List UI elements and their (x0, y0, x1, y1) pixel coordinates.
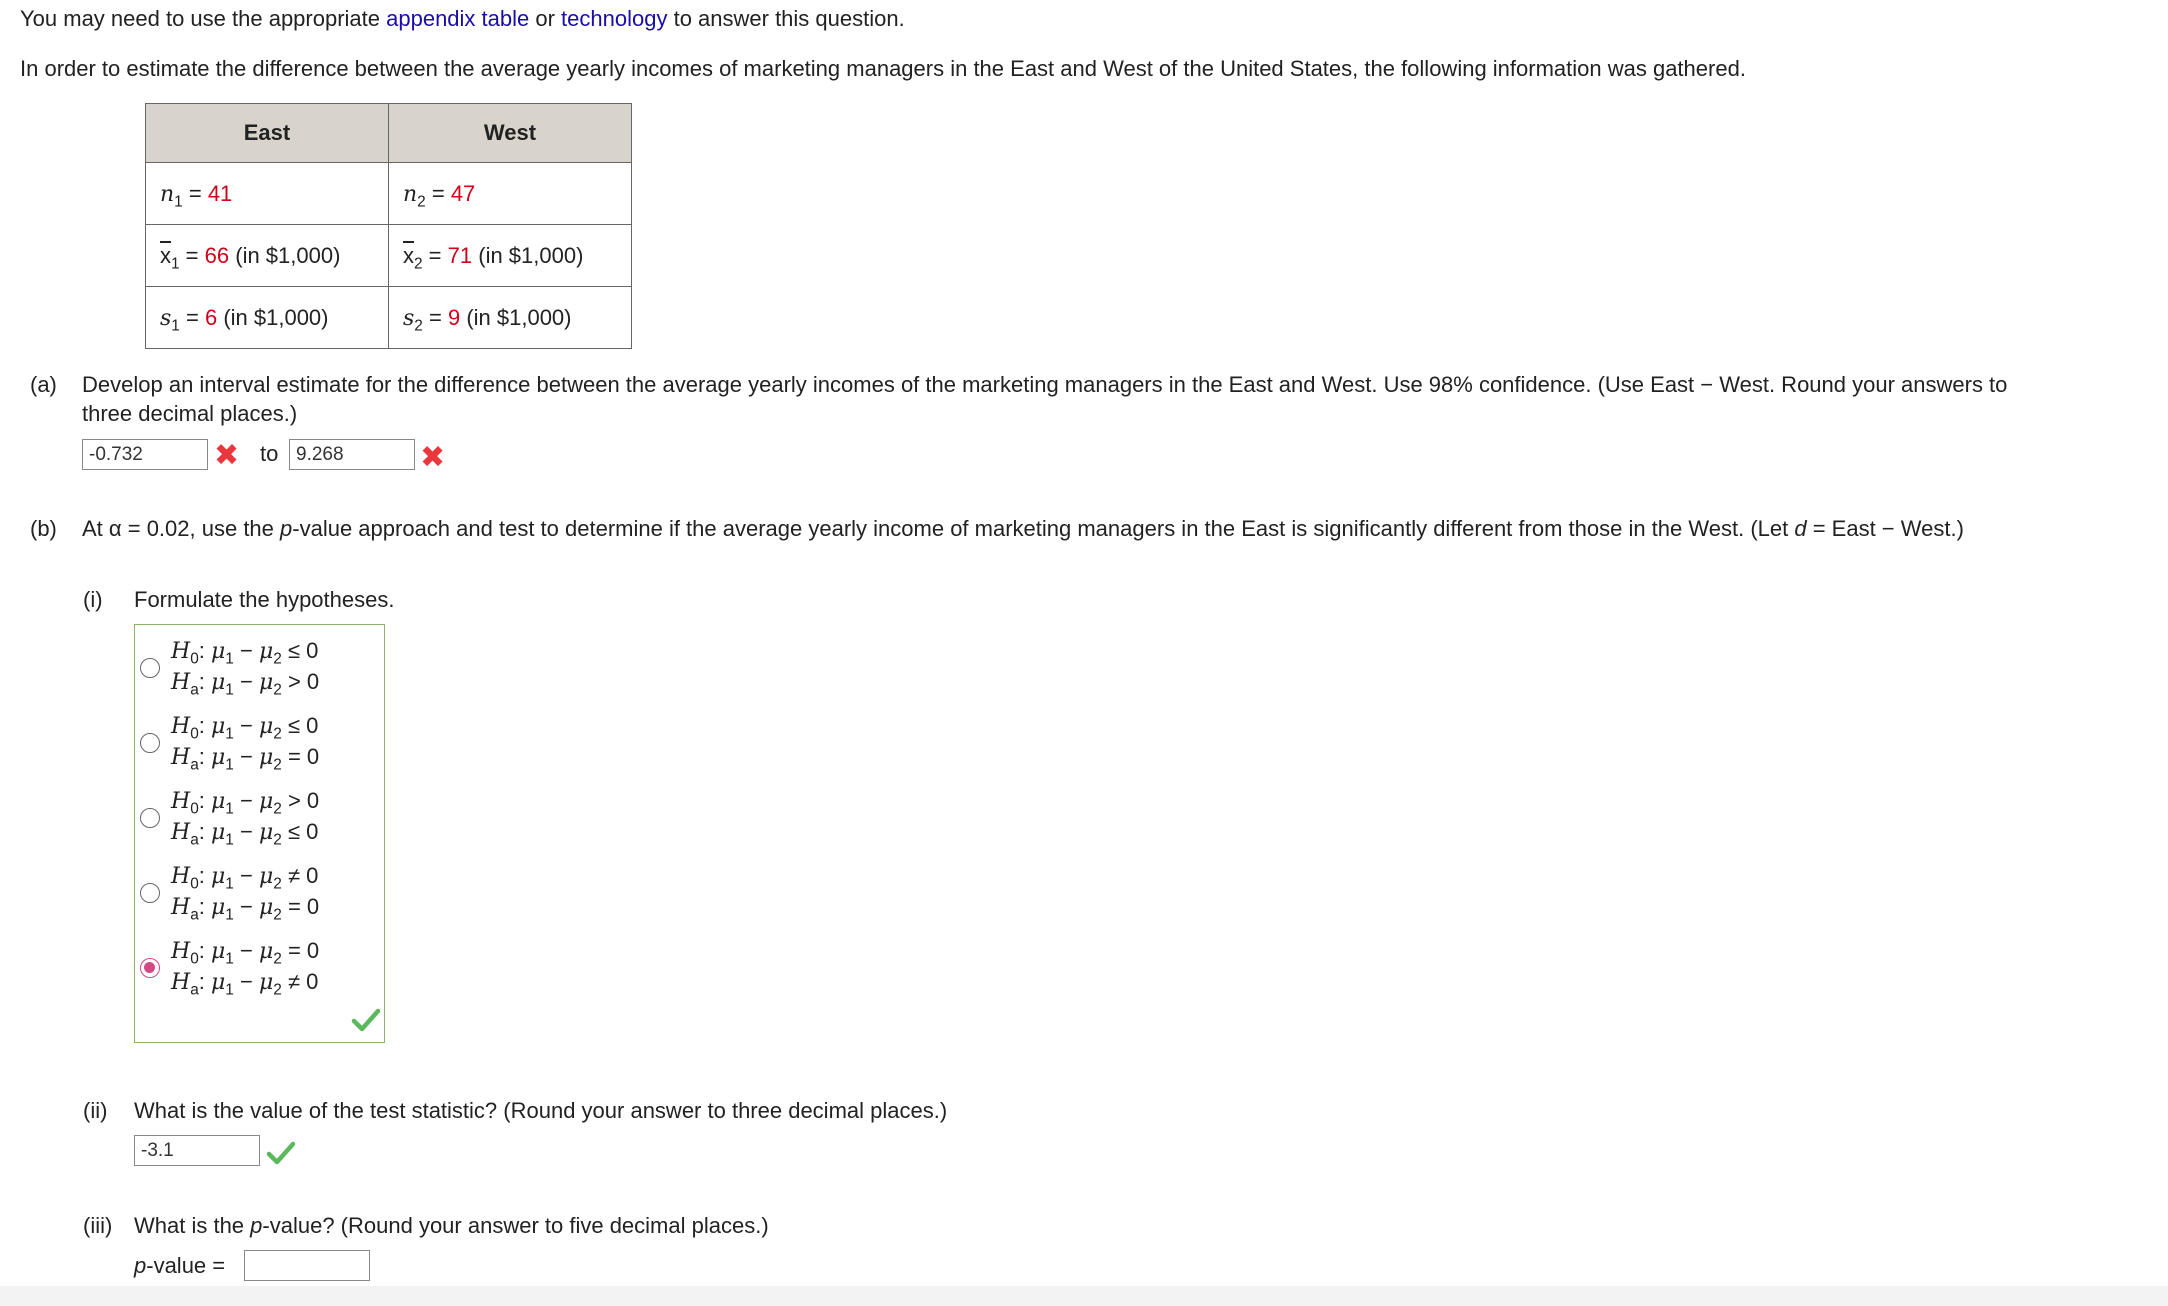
interval-lower-input[interactable]: -0.732 (82, 439, 208, 470)
part-b-text (82, 515, 1964, 543)
sub-iii-question-end: -value? (Round your answer to five decimal places.) (262, 1213, 769, 1238)
test-statistic-input[interactable]: -3.1 (134, 1135, 260, 1166)
sub-iii-label: (iii) (83, 1213, 113, 1238)
east-mean-cell: $\overline{x}_1 = 66$ (in $1,000) (146, 225, 389, 287)
radio-button[interactable] (140, 883, 160, 903)
table-row-sample-size (146, 163, 632, 225)
table-row-mean (146, 225, 632, 287)
part-a-text-line1: Develop an interval estimate for the difference between the average yearly incomes of the marketing managers in the East and West. Use 98% confidence. (Use East − West. Round your answers to (82, 372, 2008, 397)
incorrect-x-icon: ✖ (214, 439, 240, 472)
hypothesis-option-3[interactable]: $H_0$: $\mu_1 - \mu_2 > 0$ $H_a$: $\mu_1 - \mu_2 \le 0$ (135, 782, 385, 857)
east-sd-unit: (in $1,000) (223, 304, 329, 330)
sub-iii-question (134, 1212, 769, 1240)
part-b-text-mid: -value approach and test to determine if the average yearly income of marketing managers in the East is significantly different from those in the West. (Let (292, 516, 1795, 541)
correct-check-icon (266, 1140, 296, 1166)
radio-button[interactable] (140, 733, 160, 753)
h0-relation: ≤ 0 (287, 638, 319, 663)
east-n-value: 41 (207, 180, 233, 206)
table-row-stdev (146, 287, 632, 349)
west-n-cell: $n_2 = 47$ (389, 163, 632, 225)
hypothesis-option-4[interactable]: $H_0$: $\mu_1 - \mu_2 \ne 0$ $H_a$: $\mu_1 - \mu_2 = 0$ (135, 857, 385, 932)
hypothesis-option-5[interactable]: $H_0$: $\mu_1 - \mu_2 = 0$ $H_a$: $\mu_1 - \mu_2 \ne 0$ (135, 932, 385, 1007)
intro-prefix: You may need to use the appropriate (20, 6, 387, 31)
incorrect-x-icon: ✖ (420, 441, 446, 474)
appendix-table-link[interactable]: appendix table (386, 6, 530, 31)
table-header-row (146, 104, 632, 163)
west-mean-cell: $\overline{x}_2 = 71$ (in $1,000) (389, 225, 632, 287)
east-sd-cell: $s_1 = 6$ (in $1,000) (146, 287, 389, 349)
part-b-text-end: = East − West.) (1806, 516, 1964, 541)
correct-check-icon (351, 1007, 381, 1033)
west-sd-cell: $s_2 = 9$ (in $1,000) (389, 287, 632, 349)
p-value-label (134, 1252, 225, 1280)
part-b-text-start: At α = 0.02, use the (82, 516, 281, 541)
interval-upper-input[interactable]: 9.268 (289, 439, 415, 470)
ha-relation: > 0 (287, 669, 320, 694)
h0-relation: ≤ 0 (287, 713, 319, 738)
sub-ii-label: (ii) (83, 1098, 108, 1123)
west-sd-value: 9 (447, 304, 461, 330)
intro-mid: or (529, 6, 562, 31)
sub-ii-question: What is the value of the test statistic? (Round your answer to three decimal places.) (134, 1098, 948, 1123)
intro-line (20, 5, 905, 33)
radio-button[interactable] (140, 808, 160, 828)
p-italic: p (134, 1253, 147, 1278)
radio-button-selected[interactable] (140, 958, 160, 978)
sample-data-table (145, 103, 632, 349)
west-mean-value: 71 (447, 242, 473, 268)
east-n-cell: $n_1 = 41$ (146, 163, 389, 225)
west-n-value: 47 (450, 180, 476, 206)
ha-relation: ≠ 0 (287, 969, 319, 994)
technology-link[interactable]: technology (561, 6, 668, 31)
west-mean-unit: (in $1,000) (478, 242, 584, 268)
east-mean-value: 66 (204, 242, 230, 268)
ha-relation: ≤ 0 (287, 819, 319, 844)
h0-relation: ≠ 0 (287, 863, 319, 888)
west-sd-unit: (in $1,000) (466, 304, 572, 330)
east-sd-value: 6 (204, 304, 218, 330)
p-value-input[interactable] (244, 1250, 370, 1281)
header-west: West (389, 104, 632, 163)
to-label: to (260, 441, 279, 466)
hypothesis-option-1[interactable]: $H_0$: $\mu_1 - \mu_2 \le 0$ $H_a$: $\mu_1 - \mu_2 > 0$ (135, 632, 385, 707)
radio-button[interactable] (140, 658, 160, 678)
d-italic: d (1794, 516, 1807, 541)
hypotheses-options-box (134, 624, 385, 1043)
sub-i-question: Formulate the hypotheses. (134, 587, 395, 612)
h0-relation: = 0 (287, 938, 320, 963)
p-italic: p (280, 516, 293, 541)
part-b-label: (b) (30, 516, 57, 541)
header-east: East (146, 104, 389, 163)
p-value-label-end: -value = (146, 1253, 226, 1278)
sub-iii-question-start: What is the (134, 1213, 251, 1238)
part-a-text-line2: three decimal places.) (82, 401, 298, 426)
part-a-label: (a) (30, 372, 57, 397)
hypothesis-option-2[interactable]: $H_0$: $\mu_1 - \mu_2 \le 0$ $H_a$: $\mu_1 - \mu_2 = 0$ (135, 707, 385, 782)
problem-statement: In order to estimate the difference between the average yearly incomes of marketing managers in the East and West of the United States, the following information was gathered. (20, 56, 1746, 81)
east-mean-unit: (in $1,000) (235, 242, 341, 268)
ha-relation: = 0 (287, 744, 320, 769)
p-italic: p (250, 1213, 263, 1238)
bottom-bar (0, 1286, 2168, 1306)
sub-i-label: (i) (83, 587, 103, 612)
h0-relation: > 0 (287, 788, 320, 813)
ha-relation: = 0 (287, 894, 320, 919)
intro-suffix: to answer this question. (667, 6, 905, 31)
